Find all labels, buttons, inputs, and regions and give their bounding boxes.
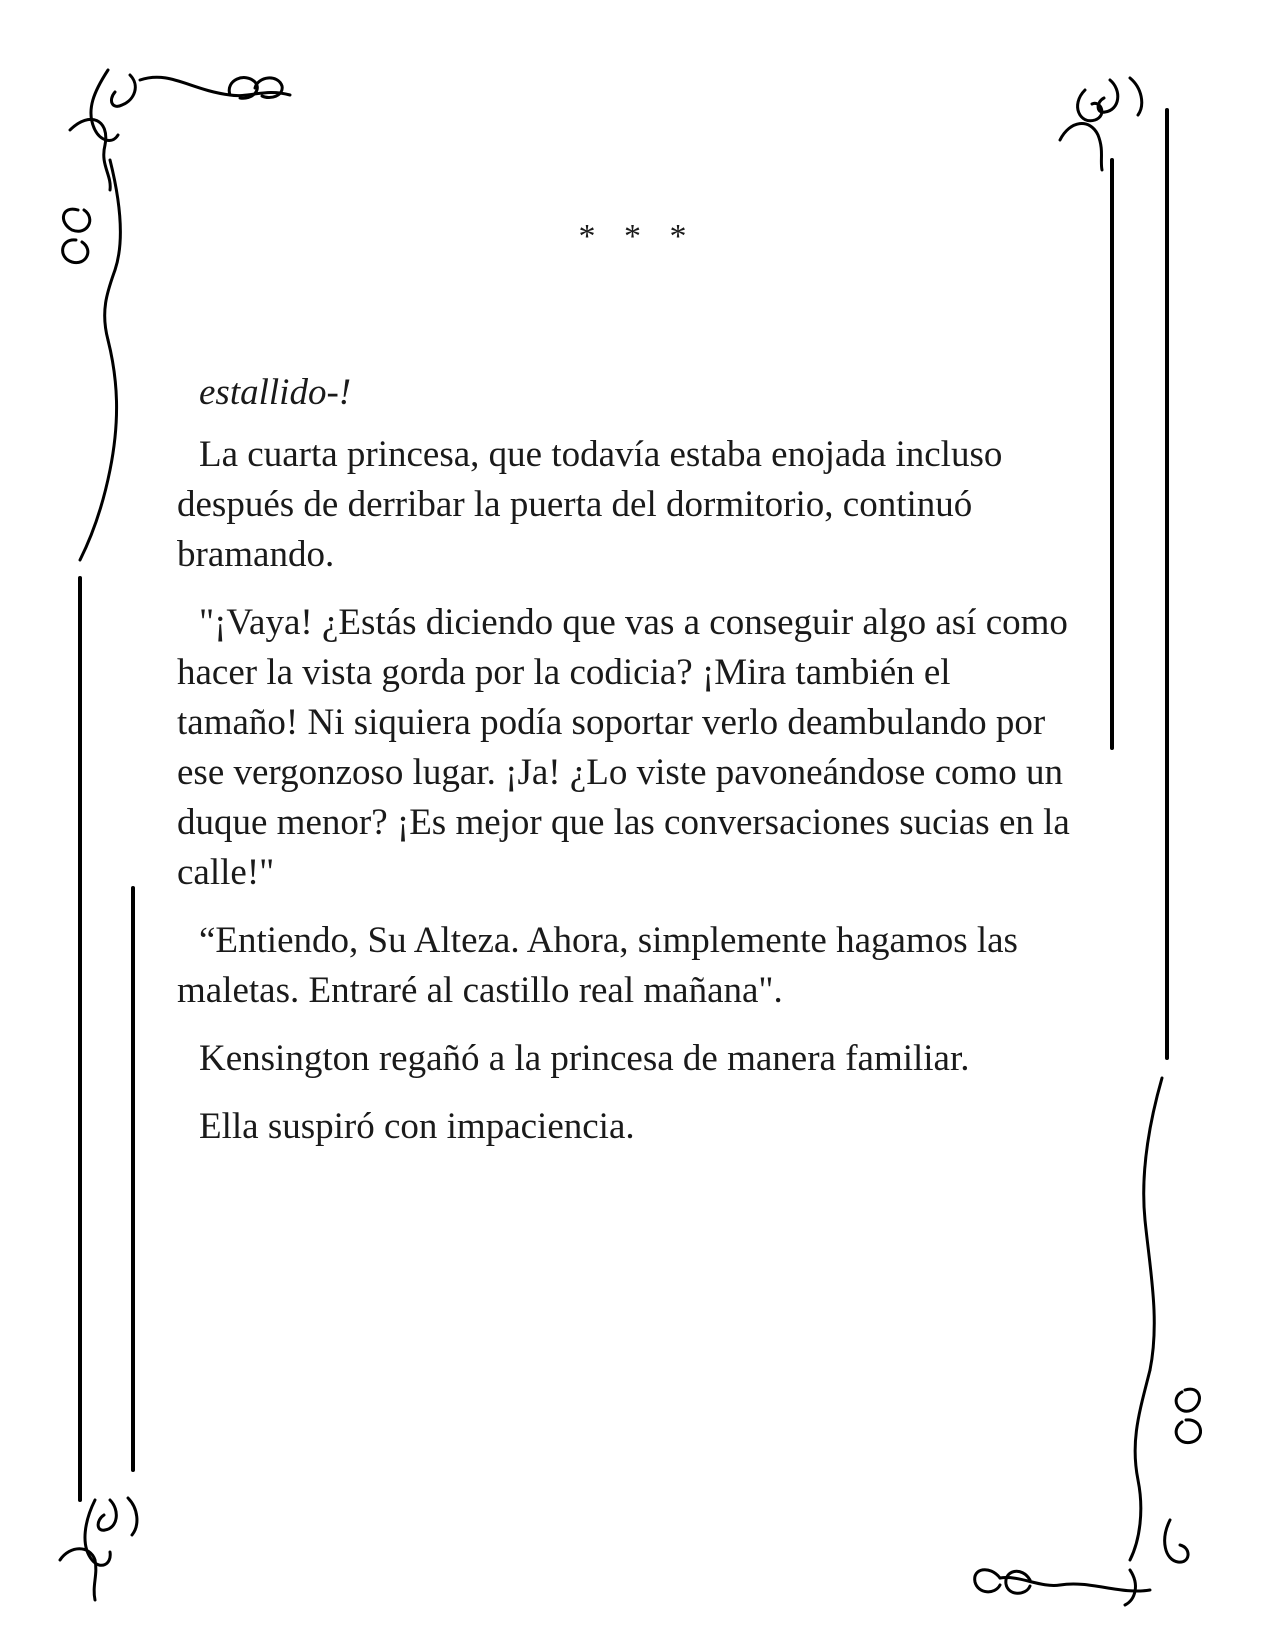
top-right-flourish bbox=[1060, 78, 1142, 170]
paragraph: "¡Vaya! ¿Estás diciendo que vas a conseguir algo así como hacer la vista gorda por la codicia? ¡Mira también el tamaño! Ni siquiera podía soportar verlo deambulando por ese vergonzoso lugar. ¡Ja! ¿Lo viste pavoneándose como un duque menor? ¡Es mejor que las conversaciones sucias en la calle!" bbox=[177, 602, 1070, 893]
paragraph: La cuarta princesa, que todavía estaba enojada incluso después de derribar la puerta del dormitorio, continuó bramando. bbox=[177, 434, 1003, 575]
paragraph: Kensington regañó a la princesa de manera familiar. bbox=[199, 1038, 970, 1079]
bottom-left-flourish bbox=[60, 1498, 137, 1600]
paragraph-sound-effect: estallido-! bbox=[199, 372, 352, 413]
scene-separator: * * * bbox=[578, 218, 697, 255]
paragraph: “Entiendo, Su Alteza. Ahora, simplemente hagamos las maletas. Entraré al castillo real mañana". bbox=[177, 920, 1018, 1011]
paragraph: Ella suspiró con impaciencia. bbox=[199, 1106, 635, 1147]
body-text bbox=[177, 368, 1077, 1170]
